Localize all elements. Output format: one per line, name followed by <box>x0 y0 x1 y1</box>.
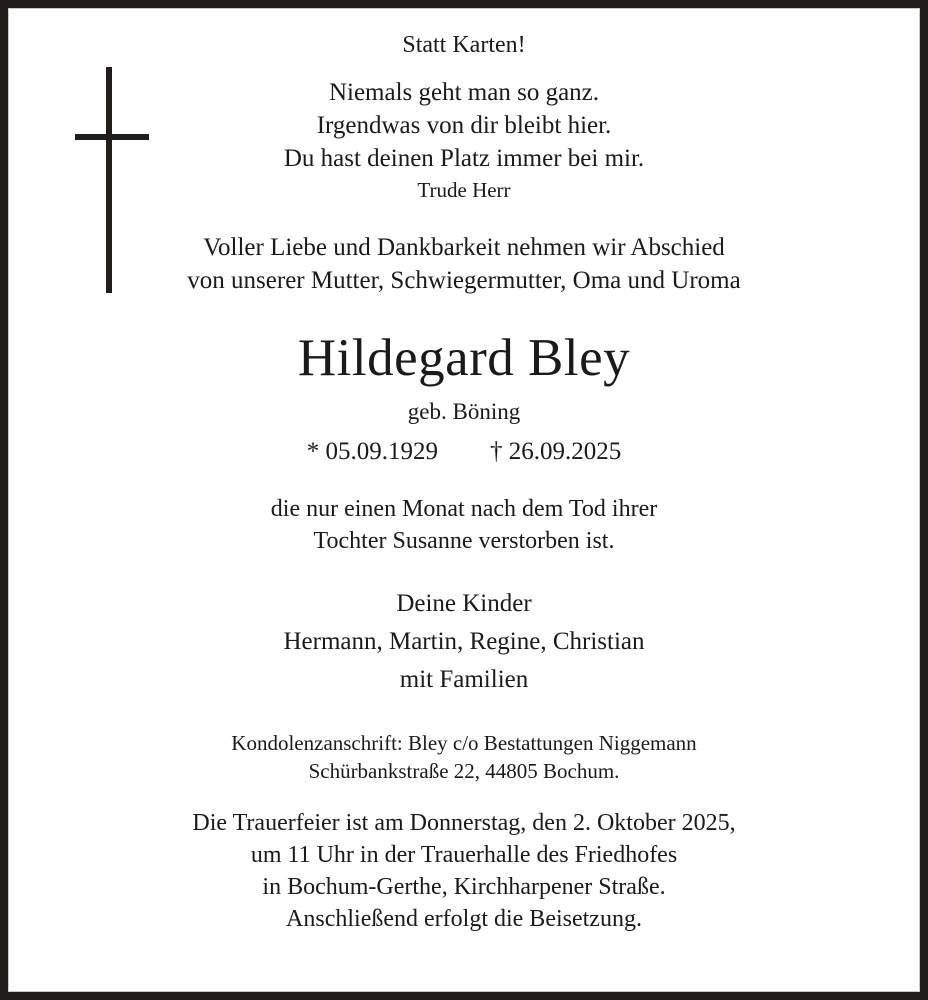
poem-line-2: Irgendwas von dir bleibt hier. <box>316 112 612 139</box>
service-line-2: um 11 Uhr in der Trauerhalle des Friedhofes <box>250 842 678 868</box>
death-date: 26.09.2025 <box>508 438 622 465</box>
condolence-address <box>8 729 920 785</box>
survivors-list <box>8 585 920 699</box>
poem-author: Trude Herr <box>417 178 511 202</box>
poem-line-1: Niemals geht man so ganz. <box>328 79 600 106</box>
deceased-maiden-name: geb. Böning <box>407 399 521 424</box>
condolence-line-2: Schürbankstraße 22, 44805 Bochum. <box>308 759 620 783</box>
dedication-line-1: Voller Liebe und Dankbarkeit nehmen wir Abschied <box>203 234 725 261</box>
funeral-service-details <box>8 807 920 935</box>
memorial-poem <box>8 76 920 175</box>
birth-symbol: * <box>306 438 320 465</box>
life-dates <box>8 435 920 469</box>
note-daughter <box>8 493 920 557</box>
notice-text-column <box>8 30 920 935</box>
poem-line-3: Du hast deinen Platz immer bei mir. <box>283 145 645 172</box>
birth-date: 05.09.1929 <box>325 438 438 465</box>
note-daughter-line-2: Tochter Susanne verstorben ist. <box>313 528 615 554</box>
survivors-line-1: Deine Kinder <box>396 590 532 617</box>
dedication-line-2: von unserer Mutter, Schwiegermutter, Oma und Uroma <box>187 267 741 294</box>
service-line-4: Anschließend erfolgt die Beisetzung. <box>286 906 642 932</box>
birth-date-group <box>307 438 438 465</box>
notice-body <box>8 8 920 992</box>
survivors-line-2: Hermann, Martin, Regine, Christian <box>283 628 645 655</box>
death-date-group <box>490 438 621 465</box>
survivors-line-3: mit Familien <box>399 666 529 693</box>
note-daughter-line-1: die nur einen Monat nach dem Tod ihrer <box>270 496 658 522</box>
dedication-text <box>8 231 920 297</box>
service-line-1: Die Trauerfeier ist am Donnerstag, den 2. Oktober 2025, <box>192 810 736 836</box>
condolence-line-1: Kondolenzanschrift: Bley c/o Bestattungen Niggemann <box>231 731 697 755</box>
service-line-3: in Bochum-Gerthe, Kirchharpener Straße. <box>262 874 666 900</box>
death-symbol: † <box>490 438 503 465</box>
deceased-name: Hildegard Bley <box>297 329 631 387</box>
heading-statt-karten: Statt Karten! <box>402 32 526 58</box>
